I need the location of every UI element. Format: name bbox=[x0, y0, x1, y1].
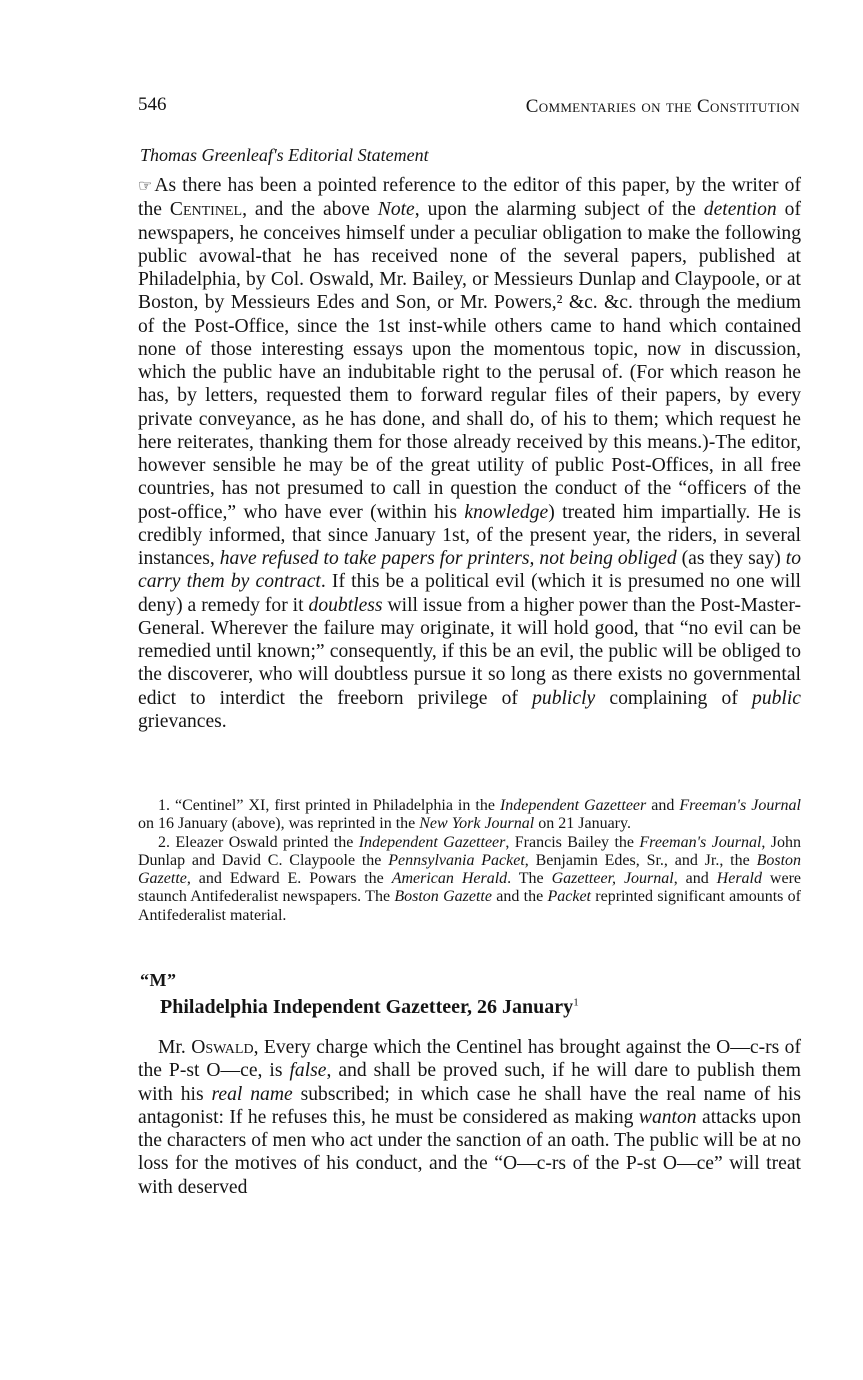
section-title bbox=[160, 996, 579, 1019]
section-title-text: Philadelphia Independent Gazetteer, 26 January bbox=[160, 996, 574, 1018]
section-paragraph bbox=[138, 1036, 801, 1199]
text-run: , and bbox=[673, 870, 717, 888]
newspaper-title: American Herald bbox=[391, 870, 508, 888]
text-run: reprinted significant amounts of Antifederalist material. bbox=[138, 888, 801, 924]
running-title: Commentaries on the Constitution bbox=[525, 96, 800, 117]
text-run: As there has been a pointed reference to the editor of this paper, by the writer of the bbox=[138, 175, 801, 221]
text-run: on 21 January. bbox=[534, 815, 631, 833]
newspaper-title: Packet bbox=[547, 888, 591, 906]
text-run: 1. “Centinel” XI, first printed in Philadelphia in the bbox=[158, 797, 500, 814]
editorial-heading: Thomas Greenleaf's Editorial Statement bbox=[140, 145, 429, 165]
section-label: “M” bbox=[140, 970, 177, 990]
text-run: complaining of bbox=[595, 687, 753, 709]
text-run: , Every charge which the Centinel has brought against the O—c-rs of the P-st O—ce, is bbox=[138, 1037, 801, 1082]
emphasis: publicly bbox=[532, 687, 596, 709]
text-run: subscribed; in which case he shall have the real name of his antagonist: If he refuses this, he must be considered as making bbox=[138, 1083, 801, 1128]
emphasis: wanton bbox=[638, 1106, 697, 1128]
text-run: grievances. bbox=[138, 710, 227, 732]
footnote-marker: 1 bbox=[573, 996, 579, 1009]
emphasis: knowledge bbox=[464, 501, 549, 523]
newspaper-title: Pennsylvania Packet bbox=[388, 851, 525, 869]
text-run: Mr. bbox=[158, 1037, 192, 1058]
text-run: attacks upon the characters of men who act under the sanction of an oath. The public will be at no loss for the motives of his conduct, and the “O—c-rs of the P-st O—ce” will treat with deserved bbox=[138, 1106, 801, 1198]
emphasis: doubtless bbox=[308, 594, 383, 616]
text-run: (as they say) bbox=[676, 548, 786, 569]
text-run: , Benjamin Edes, Sr., and Jr., the bbox=[524, 851, 757, 869]
addressee-name: Oswald bbox=[191, 1037, 254, 1058]
section-body bbox=[138, 1036, 801, 1199]
page-header bbox=[138, 94, 800, 122]
text-run: , John Dunlap and David C. Claypoole the bbox=[138, 833, 802, 869]
text-run: were staunch Antifederalist newspapers. The bbox=[138, 870, 802, 906]
centinel-name: Centinel bbox=[169, 199, 243, 221]
text-run: will issue from a higher power than the Post-Master-General. Wherever the failure may originate, it will hold good, that “no evil can be remedied until known;” consequently, if this be an evil, the public will be obliged to the discoverer, who will doubtless pursue it so long as there exists no governmental edict to interdict the freeborn privilege of bbox=[138, 594, 801, 709]
footnote-1 bbox=[138, 797, 801, 834]
newspaper-title: Boston Gazette bbox=[394, 888, 492, 906]
emphasis: public bbox=[752, 687, 801, 709]
text-run: , and shall be proved such, if he will dare to publish them with his bbox=[138, 1060, 801, 1105]
footnote-2 bbox=[138, 834, 801, 925]
text-run: . If this be a political evil (which it is presumed no one will deny) a remedy for it bbox=[138, 571, 802, 616]
emphasis: Note bbox=[377, 199, 415, 221]
text-run: and bbox=[646, 797, 680, 814]
newspaper-title: Independent Gazetteer bbox=[499, 797, 647, 814]
emphasis: detention bbox=[703, 199, 777, 221]
newspaper-title: Freeman's Journal bbox=[639, 833, 762, 851]
emphasis: have refused to take papers for printers, not being obliged bbox=[219, 548, 677, 569]
text-run: and the bbox=[491, 888, 548, 906]
text-run: on 16 January (above), was reprinted in the bbox=[138, 815, 420, 833]
emphasis: real name bbox=[211, 1083, 293, 1105]
newspaper-title: Independent Gazetteer bbox=[358, 833, 506, 851]
footnotes bbox=[138, 797, 801, 925]
manicule-icon: ☞ bbox=[138, 178, 153, 195]
emphasis: to carry them by contract bbox=[138, 548, 801, 593]
text-run: ) treated him impartially. He is credibly informed, that since January 1st, of the present year, the riders, in several instances, bbox=[138, 501, 801, 569]
newspaper-title: New York Journal bbox=[419, 815, 535, 833]
page-number: 546 bbox=[138, 94, 167, 115]
text-run: . The bbox=[507, 870, 552, 888]
text-run: , and the above bbox=[242, 199, 378, 221]
text-run: , upon the alarming subject of the bbox=[414, 199, 704, 221]
newspaper-title: Gazetteer, Journal bbox=[551, 870, 674, 888]
newspaper-title: Freeman's Journal bbox=[679, 797, 801, 814]
text-run: 2. Eleazer Oswald printed the bbox=[158, 833, 359, 851]
newspaper-title: Herald bbox=[716, 870, 762, 888]
emphasis: false bbox=[289, 1060, 327, 1082]
text-run: of newspapers, he conceives himself under a peculiar obligation to make the following public avowal-that he has received none of the several papers, published at Philadelphia, by Col. Oswald, Mr. Bailey, or Messieurs Dunlap and Claypoole, or at Boston, by Messieurs Edes and Son, or Mr. Powers,² &c. &c. through the medium of the Post-Office, since the 1st inst-while others came to hand which contained none of those interesting essays upon the momentous topic, now in discussion, which the public have an indubitable right to the perusal of. (For which reason he has, by letters, requested them to forward regular files of their papers, by every private conveyance, as he has done, and shall do, of his to them; which request he here reiterates, thanking them for those already received by this means.)-The editor, however sensible he may be of the great utility of public Post-Offices, in all free countries, has not presumed to call in question the conduct of the “officers of the post-office,” who have ever (within his bbox=[138, 199, 801, 523]
editorial-paragraph bbox=[138, 174, 801, 733]
text-run: , Francis Bailey the bbox=[505, 833, 640, 851]
newspaper-title: Boston Gazette bbox=[138, 851, 802, 888]
text-run: , and Edward E. Powars the bbox=[186, 870, 392, 888]
